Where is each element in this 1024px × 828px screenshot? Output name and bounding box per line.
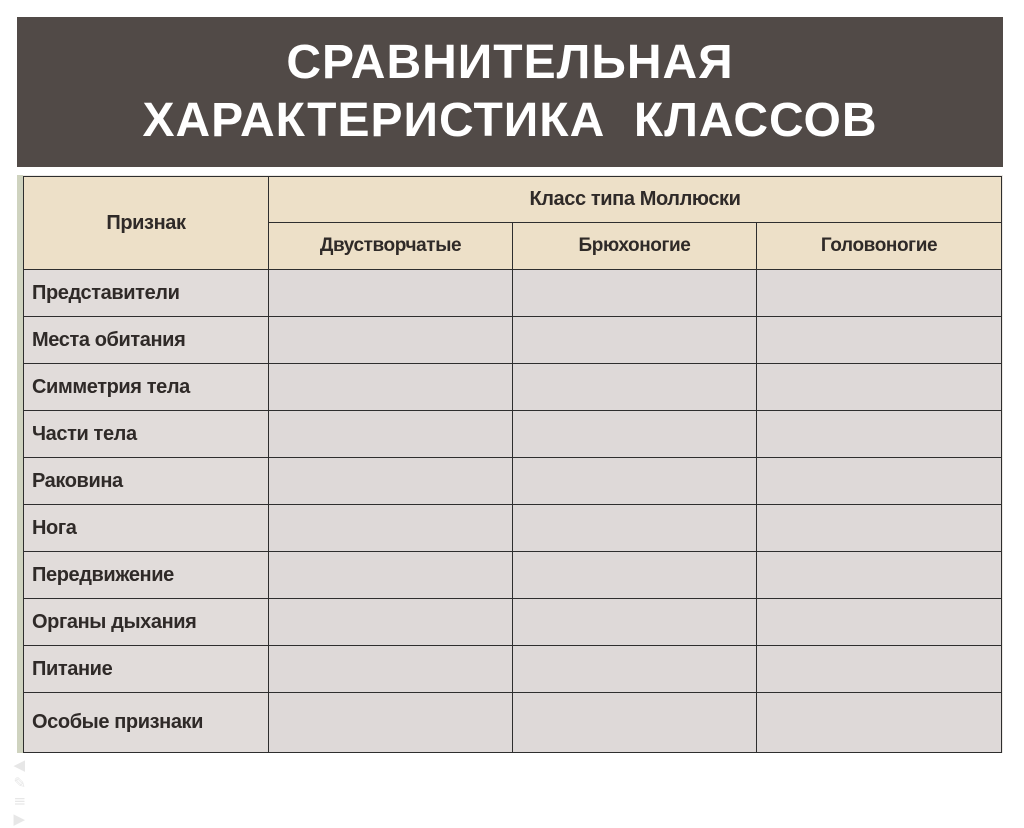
table-cell[interactable] <box>757 693 1002 753</box>
table-cell[interactable] <box>513 270 757 317</box>
back-arrow-icon[interactable]: ◀ <box>13 756 26 774</box>
table-cell[interactable] <box>757 646 1002 693</box>
class-group-header: Класс типа Моллюски <box>269 177 1002 223</box>
row-label: Симметрия тела <box>24 364 269 411</box>
title-banner <box>17 17 1003 167</box>
table-row <box>24 270 1002 317</box>
column-header-gastropods: Брюхоногие <box>513 223 757 270</box>
table-cell[interactable] <box>513 411 757 458</box>
table-cell[interactable] <box>757 505 1002 552</box>
forward-arrow-icon[interactable]: ▶ <box>13 810 26 828</box>
slide-title-line-1: СРАВНИТЕЛЬНАЯ <box>286 36 734 89</box>
slide-title-line-2: ХАРАКТЕРИСТИКА КЛАССОВ <box>142 94 878 147</box>
table-row <box>24 599 1002 646</box>
table-row <box>24 646 1002 693</box>
table-cell[interactable] <box>757 317 1002 364</box>
table-cell[interactable] <box>269 505 513 552</box>
table-cell[interactable] <box>513 693 757 753</box>
feature-header: Признак <box>24 177 269 270</box>
header-row <box>24 177 1002 223</box>
menu-icon[interactable]: ≡ <box>13 792 27 810</box>
table-cell[interactable] <box>269 458 513 505</box>
row-label: Места обитания <box>24 317 269 364</box>
table-cell[interactable] <box>513 458 757 505</box>
row-label: Передвижение <box>24 552 269 599</box>
row-label: Представители <box>24 270 269 317</box>
table-cell[interactable] <box>269 270 513 317</box>
table-cell[interactable] <box>757 552 1002 599</box>
table-cell[interactable] <box>513 599 757 646</box>
table-cell[interactable] <box>757 599 1002 646</box>
table-row <box>24 317 1002 364</box>
table-row <box>24 458 1002 505</box>
table-row <box>24 411 1002 458</box>
row-label: Части тела <box>24 411 269 458</box>
table-cell[interactable] <box>269 693 513 753</box>
table-cell[interactable] <box>269 317 513 364</box>
table-cell[interactable] <box>269 646 513 693</box>
table-row <box>24 364 1002 411</box>
table-cell[interactable] <box>757 364 1002 411</box>
table-cell[interactable] <box>757 458 1002 505</box>
table-cell[interactable] <box>269 364 513 411</box>
table-row <box>24 505 1002 552</box>
table-cell[interactable] <box>269 599 513 646</box>
table-cell[interactable] <box>269 552 513 599</box>
table-row <box>24 693 1002 753</box>
comparison-table <box>23 176 1002 753</box>
row-label: Органы дыхания <box>24 599 269 646</box>
row-label: Нога <box>24 505 269 552</box>
table-cell[interactable] <box>513 317 757 364</box>
pen-icon[interactable]: ✎ <box>13 774 27 792</box>
row-label: Питание <box>24 646 269 693</box>
row-label: Раковина <box>24 458 269 505</box>
column-header-bivalves: Двустворчатые <box>269 223 513 270</box>
table-cell[interactable] <box>513 505 757 552</box>
table-cell[interactable] <box>513 364 757 411</box>
table-cell[interactable] <box>513 552 757 599</box>
slide-nav-controls <box>4 738 134 828</box>
table-row <box>24 552 1002 599</box>
table-cell[interactable] <box>513 646 757 693</box>
table-cell[interactable] <box>757 270 1002 317</box>
column-header-cephalopods: Головоногие <box>757 223 1002 270</box>
table-cell[interactable] <box>757 411 1002 458</box>
table-cell[interactable] <box>269 411 513 458</box>
row-label: Особые признаки <box>24 693 269 753</box>
